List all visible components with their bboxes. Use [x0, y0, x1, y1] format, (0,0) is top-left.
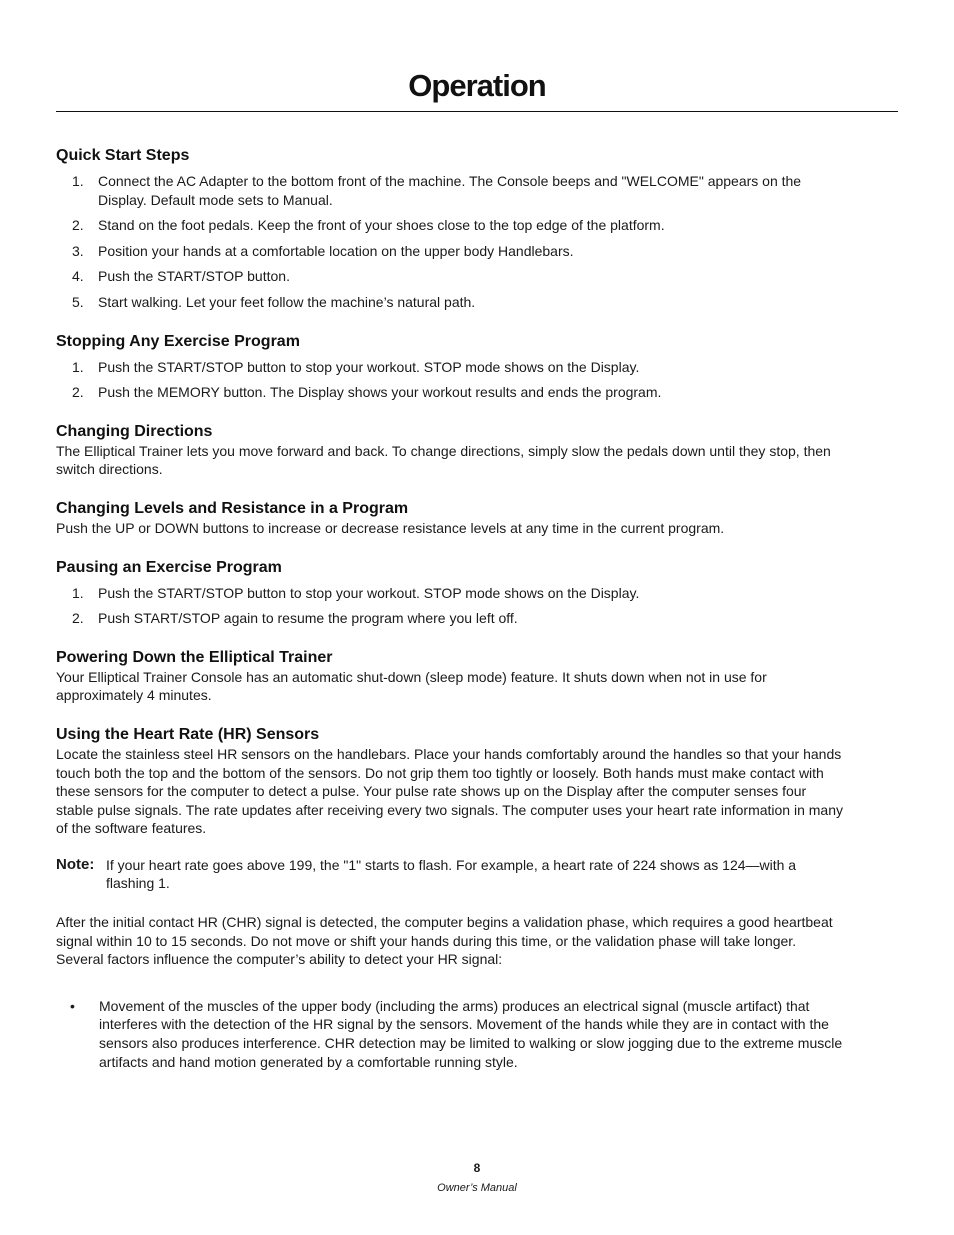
section-heading: Stopping Any Exercise Program	[56, 332, 300, 350]
step-number: 2.	[72, 217, 84, 234]
step-number: 3.	[72, 242, 84, 259]
step-text: Position your hands at a comfortable location on the upper body Handlebars.	[98, 242, 574, 259]
page-title: Operation	[408, 68, 546, 103]
step-text: Push the MEMORY button. The Display shows your workout results and ends the program.	[98, 384, 662, 401]
section-changing-directions	[56, 422, 846, 479]
step-text: Push the START/STOP button to stop your workout. STOP mode shows on the Display.	[98, 584, 640, 601]
list-item	[56, 172, 846, 209]
bullet-text: Movement of the muscles of the upper body (including the arms) produces an electrical signal (muscle artifact) that interferes with the detection of the HR signal by the sensors. Movement of the hands while they are in contact with the sensors also produces interference. CHR detection may be limited to walking or slow jogging due to the extreme muscle artifacts and hand motion generated by a comfortable running style.	[99, 997, 843, 1070]
section-quick-start	[56, 146, 846, 312]
section-stopping	[56, 332, 846, 402]
section-heading: Pausing an Exercise Program	[56, 558, 282, 576]
step-number: 1.	[72, 173, 84, 189]
note-text: If your heart rate goes above 199, the "1" starts to flash. For example, a heart rate of 224 shows as 124—with a flashing 1.	[106, 856, 797, 892]
section-heading: Changing Levels and Resistance in a Program	[56, 499, 409, 517]
bullet-marker: •	[70, 997, 75, 1014]
section-heading: Changing Directions	[56, 422, 213, 440]
step-number: 1.	[72, 584, 84, 601]
step-number: 2.	[72, 384, 84, 401]
section-powering-down	[56, 648, 846, 705]
section-text: Push the UP or DOWN buttons to increase or decrease resistance levels at any time in the current program.	[56, 519, 725, 536]
section-heading: Powering Down the Elliptical Trainer	[56, 648, 333, 666]
page-number: 8	[473, 1161, 481, 1175]
step-list	[56, 358, 846, 402]
list-item	[56, 383, 846, 402]
step-number: 1.	[72, 358, 84, 375]
list-item	[56, 997, 846, 1071]
title-divider	[56, 111, 898, 112]
list-item	[56, 242, 846, 261]
note-label: Note:	[56, 855, 95, 873]
step-number: 4.	[72, 268, 84, 285]
step-text: Push the START/STOP button to stop your workout. STOP mode shows on the Display.	[98, 358, 640, 375]
section-text: The Elliptical Trainer lets you move forward and back. To change directions, simply slow the pedals down until they stop, then switch directions.	[56, 442, 831, 478]
section-heading: Using the Heart Rate (HR) Sensors	[56, 725, 320, 743]
bullet-list	[56, 997, 846, 1071]
footer-label: Owner’s Manual	[437, 1182, 517, 1194]
section-pausing	[56, 558, 846, 628]
step-text: Stand on the foot pedals. Keep the front of your shoes close to the top edge of the platform.	[98, 217, 665, 234]
section-heading: Quick Start Steps	[56, 147, 190, 164]
step-text: Start walking. Let your feet follow the machine’s natural path.	[98, 293, 476, 310]
note-block	[56, 856, 846, 893]
list-item	[56, 584, 846, 603]
list-item	[56, 216, 846, 235]
list-item	[56, 609, 846, 628]
step-text: Connect the AC Adapter to the bottom front of the machine. The Console beeps and "WELCOME" appears on the Display. Default mode sets to Manual.	[98, 173, 802, 208]
section-changing-levels	[56, 499, 846, 538]
step-text: Push START/STOP again to resume the program where you left off.	[98, 610, 518, 627]
step-number: 5.	[72, 293, 84, 310]
document-body	[56, 146, 846, 1071]
step-text: Push the START/STOP button.	[98, 268, 290, 285]
section-text: Your Elliptical Trainer Console has an automatic shut-down (sleep mode) feature. It shuts down when not in use for approximately 4 minutes.	[56, 668, 767, 704]
step-list	[56, 172, 846, 312]
validation-paragraph: After the initial contact HR (CHR) signal is detected, the computer begins a validation phase, which requires a good heartbeat signal within 10 to 15 seconds. Do not move or shift your hands during this time, or the validation phase will take longer. Several factors influence the computer’s ability to detect your HR signal:	[56, 914, 833, 968]
list-item	[56, 358, 846, 377]
step-list	[56, 584, 846, 628]
step-number: 2.	[72, 610, 84, 627]
section-text: Locate the stainless steel HR sensors on the handlebars. Place your hands comfortably around the handles so that your hands touch both the top and the bottom of the sensors. Do not grip them too tightly or loosely. Both hands must make contact with these sensors for the computer to detect a pulse. Your pulse rate shows up on the Display after the computer senses four stable pulse signals. The rate updates after receiving every two signals. The computer uses your heart rate information in many of the software features.	[56, 745, 844, 837]
section-heart-rate	[56, 725, 846, 838]
list-item	[56, 267, 846, 286]
list-item	[56, 293, 846, 312]
